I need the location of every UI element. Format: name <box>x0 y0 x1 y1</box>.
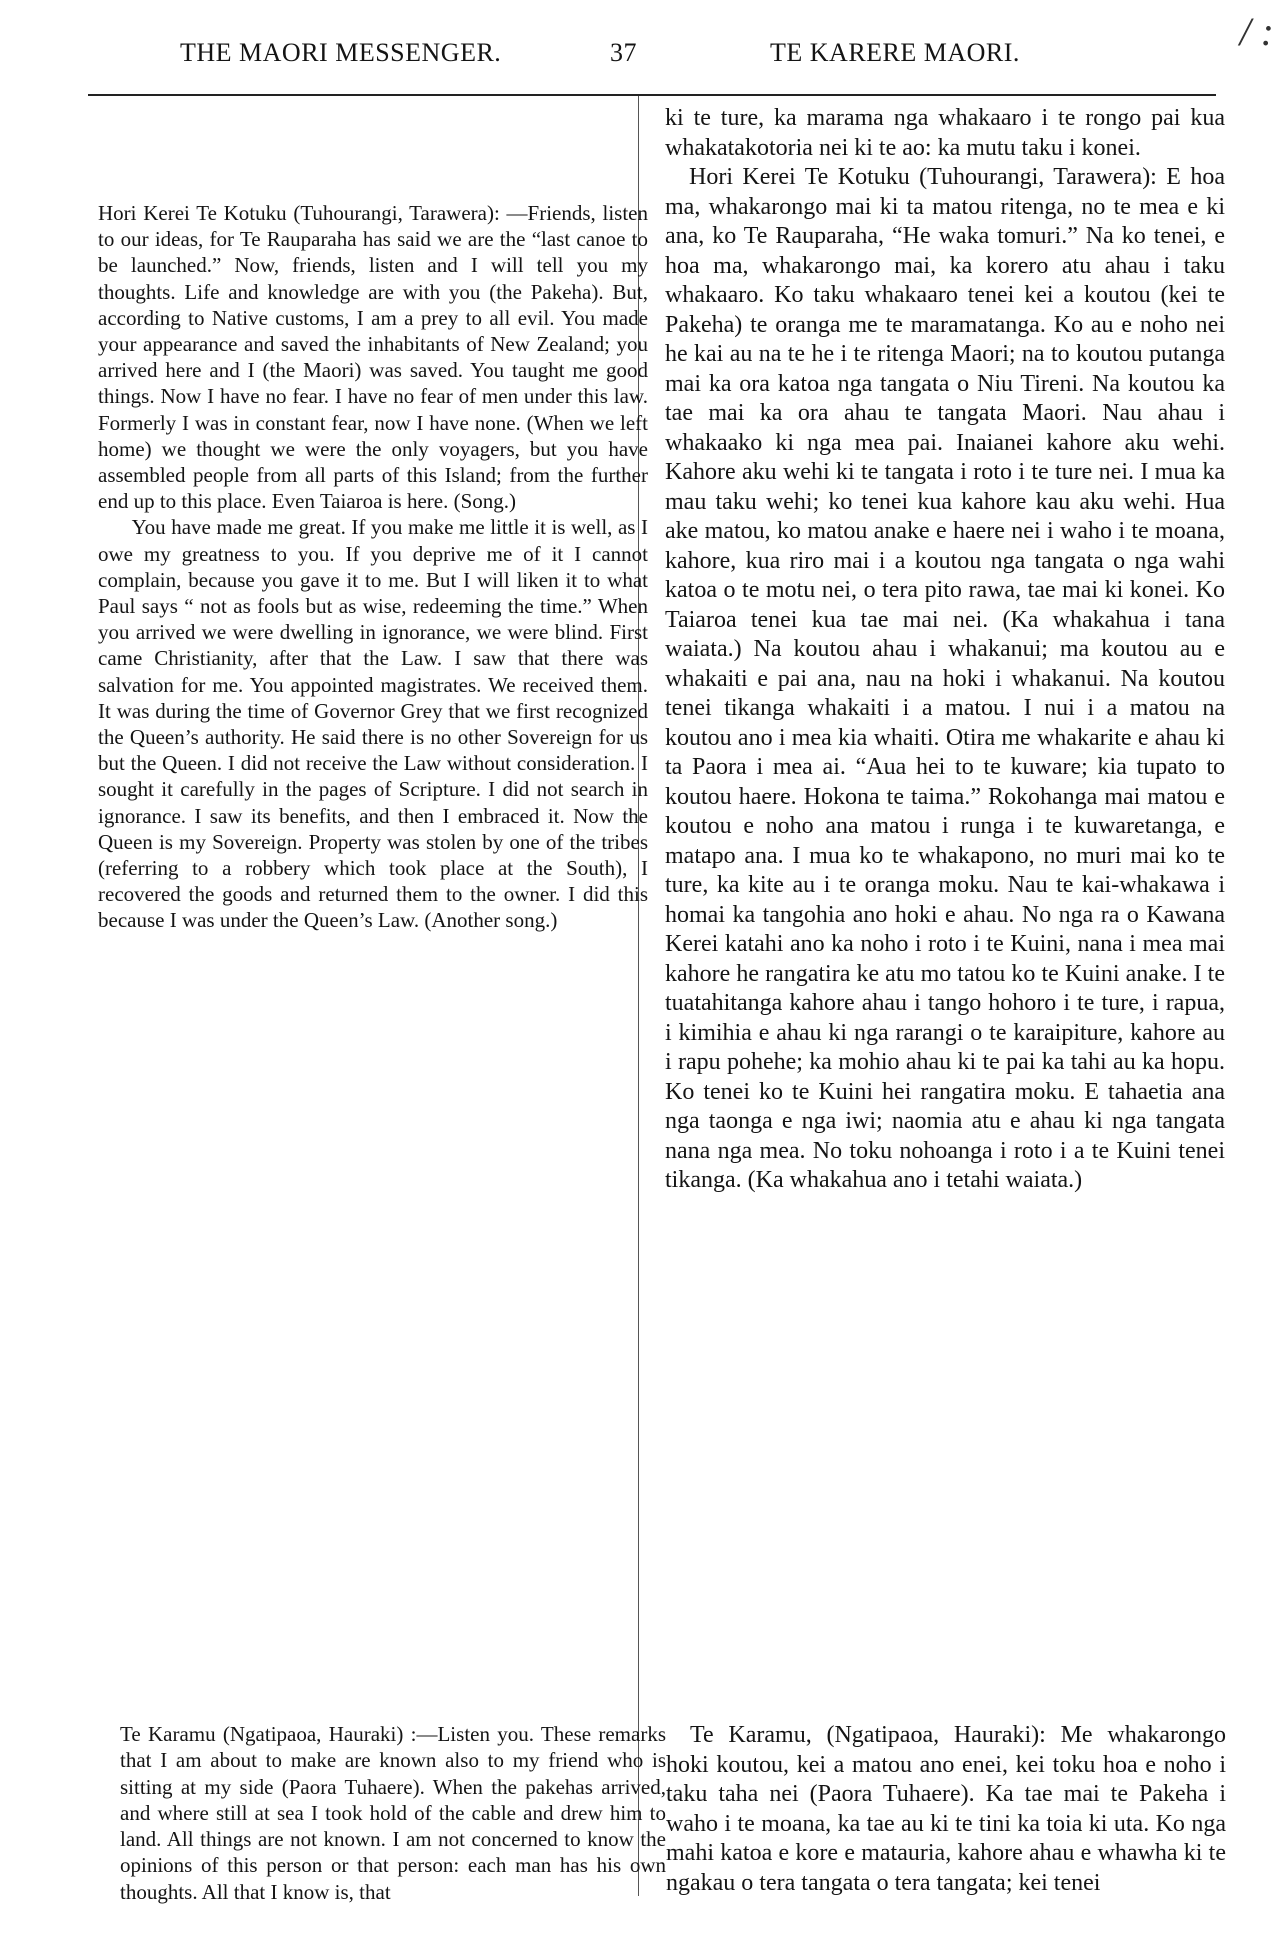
running-header <box>0 38 1280 78</box>
english-column-te-karamu <box>120 1721 666 1905</box>
maori-column-te-karamu <box>666 1721 1226 1898</box>
english-paragraph: Hori Kerei Te Kotuku (Tuhourangi, Tarawera): —Friends, listen to our ideas, for Te Rauparaha has said we are the “last canoe to be launched.” Now, friends, listen and I will tell you my thoughts. Life and knowledge are with you (the Pakeha). But, according to Native customs, I am a prey to all evil. You made your appearance and saved the inhabitants of New Zealand; you arrived here and I (the Maori) was saved. You taught me good things. Now I have no fear. I have no fear of men under this law. Formerly I was in constant fear, now I have none. (When we left home) we thought we were the only voyagers, but you have assembled people from all parts of this Island; from the further end up to this place. Even Taiaroa is here. (Song.) <box>98 201 648 514</box>
corner-pencil-mark: / : <box>1239 9 1274 54</box>
maori-paragraph: Te Karamu, (Ngatipaoa, Hauraki): Me whakarongo hoki koutou, kei a matou ano enei, kei toku hoa e noho i taku taha nei (Paora Tuhaere). Ka tae mai te Pakeha i waho i te moana, ka tae au ki te tini ka toia ki uta. Ko nga mahi katoa e kore e matauria, kahore ahau e whawha ki te ngakau o tera tangata o tera tangata; kei tenei <box>666 1722 1226 1896</box>
maori-paragraph: ki te ture, ka marama nga whakaaro i te rongo pai kua whakatakotoria nei ki te ao: ka mutu taku i konei. <box>665 105 1225 161</box>
english-column-hori-kerei <box>98 200 648 934</box>
header-maori-title: TE KARERE MAORI. <box>770 38 1020 67</box>
header-english-title: THE MAORI MESSENGER. <box>180 38 502 67</box>
english-paragraph: Te Karamu (Ngatipaoa, Hauraki) :—Listen you. These remarks that I am about to make are known also to my friend who is sitting at my side (Paora Tuhaere). When the pakehas arrived, and where still at sea I took hold of the cable and drew him to land. All things are not known. I am not concerned to know the opinions of this person or that person: each man has his own thoughts. All that I know is, that <box>120 1722 666 1904</box>
english-paragraph: You have made me great. If you make me little it is well, as I owe my greatness to you. If you deprive me of it I cannot complain, because you gave it to me. But I will liken it to what Paul says “ not as fools but as wise, redeeming the time.” When you arrived we were dwelling in ignorance, we were blind. First came Christianity, after that the Law. I saw that there was salvation for me. You appointed magistrates. We received them. It was during the time of Governor Grey that we first recognized the Queen’s authority. He said there is no other Sovereign for us but the Queen. I did not receive the Law without consideration. I sought it carefully in the pages of Scripture. I did not search in ignorance. I saw its benefits, and then I embraced it. Now the Queen is my Sovereign. Property was stolen by one of the tribes (referring to a robbery which took place at the South), I recovered the goods and returned them to the owner. I did this because I was under the Queen’s Law. (Another song.) <box>98 515 648 933</box>
page-number: 37 <box>610 38 637 67</box>
maori-paragraph: Hori Kerei Te Kotuku (Tuhourangi, Tarawera): E hoa ma, whakarongo mai ki ta matou ritenga, no te mea e ki ana, ko Te Rauparaha, “He waka tomuri.” Na ko tenei, e hoa ma, whakarongo mai, ka korero atu ahau i taku whakaaro. Ko taku whakaaro tenei kei a koutou (kei te Pakeha) te oranga me te maramatanga. Ko au e noho nei he kai au na te he i te ritenga Maori; na to koutou putanga mai ka ora katoa nga tangata o Niu Tireni. Na koutou ka tae mai ka ora ahau te tangata Maori. Nau ahau i whakaako ki nga mea pai. Inaianei kahore aku wehi. Kahore aku wehi ki te tangata i roto i te ture nei. I mua ka mau taku wehi; ko tenei kua kahore kau aku wehi. Hua ake matou, ko matou anake e haere nei i waho i te moana, kahore, kua riro mai i a koutou nga tangata o nga wahi katoa o te motu nei, o tera pito rawa, tae mai ki konei. Ko Taiaroa tenei kua tae mai nei. (Ka whakahua i tana waiata.) Na koutou ahau i whakanui; ma koutou au e whakaiti e pai ana, nau na hoki i whakanui. Na koutou tenei tikanga whakaiti i a matou. I nui i a matou na koutou ano i mea kia whaiti. Otira me whakarite e ahau ki ta Paora i mea ai. “Aua hei to te kuware; kia tupato to koutou haere. Hokona te taima.” Rokohanga mai matou e koutou e noho ana matou i runga i te kuwaretanga, e matapo ana. I mua ko te whakapono, no muri mai ko te ture, ka kite au i te oranga moku. Nau te kai-whakawa i homai ka tangohia ano hoki e ahau. No nga ra o Kawana Kerei katahi ano ka noho i roto i te Kuini, nana i mea mai kahore he rangatira ke atu mo tatou ko te Kuini anake. I te tuatahitanga kahore ahau i tango hohoro i te ture, i rapua, i kimihia e ahau ki nga rarangi o te karaipiture, kahore au i rapu pohehe; ka mohio ahau ki te pai ka tahi au ka hopu. Ko tenei ko te Kuini hei rangatira moku. E tahaetia ana nga taonga e nga iwi; naomia atu e ahau ki nga tangata nana nga mea. No toku nohoanga i roto i a te Kuini tenei tikanga. (Ka whakahua ano i tetahi waiata.) <box>665 164 1225 1193</box>
maori-column-main <box>665 104 1225 1196</box>
header-rule <box>88 94 1216 96</box>
